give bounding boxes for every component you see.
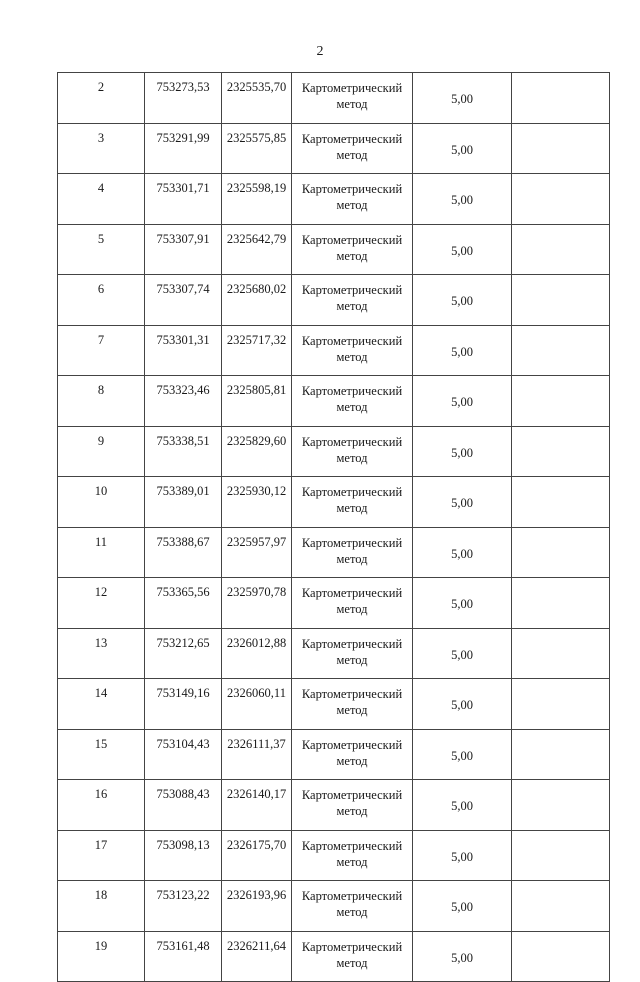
- note-cell: [512, 477, 610, 528]
- accuracy-cell: 5,00: [413, 73, 512, 124]
- method-cell: [292, 275, 413, 326]
- accuracy-cell: 5,00: [413, 881, 512, 932]
- note-cell: [512, 830, 610, 881]
- table-row: [58, 325, 610, 376]
- method-line-2: метод: [336, 248, 368, 263]
- y-coordinate-cell: 2325930,12: [222, 477, 292, 528]
- note-cell: [512, 174, 610, 225]
- coordinates-table-body: [58, 73, 610, 982]
- note-cell: [512, 780, 610, 831]
- note-cell: [512, 729, 610, 780]
- table-row: [58, 174, 610, 225]
- method-cell: [292, 881, 413, 932]
- y-coordinate-cell: 2326111,37: [222, 729, 292, 780]
- method-line-1: Картометрический: [301, 939, 403, 954]
- method-line-1: Картометрический: [301, 586, 403, 600]
- accuracy-cell: 5,00: [413, 224, 512, 275]
- note-cell: [512, 73, 610, 124]
- method-cell: [292, 931, 413, 982]
- method-cell: [292, 578, 413, 629]
- x-coordinate-cell: 753098,13: [145, 830, 222, 881]
- point-number-cell: 16: [58, 780, 145, 831]
- method-cell: [292, 73, 413, 124]
- table-row: [58, 578, 610, 629]
- table-row: [58, 881, 610, 932]
- point-number-cell: 17: [58, 830, 145, 881]
- method-cell: [292, 477, 413, 528]
- table-row: [58, 830, 610, 881]
- note-cell: [512, 527, 610, 578]
- note-cell: [512, 275, 610, 326]
- note-cell: [512, 931, 610, 982]
- method-line-1: Картометрический: [301, 889, 403, 903]
- x-coordinate-cell: 753365,56: [145, 578, 222, 629]
- point-number-cell: 12: [58, 578, 145, 629]
- accuracy-cell: 5,00: [413, 123, 512, 174]
- accuracy-cell: 5,00: [413, 729, 512, 780]
- accuracy-cell: 5,00: [413, 325, 512, 376]
- note-cell: [512, 679, 610, 730]
- table-row: [58, 527, 610, 578]
- method-cell: [292, 780, 413, 831]
- method-line-2: метод: [336, 147, 368, 162]
- table-row: [58, 376, 610, 427]
- note-cell: [512, 224, 610, 275]
- table-row: [58, 780, 610, 831]
- method-cell: [292, 426, 413, 477]
- y-coordinate-cell: 2326193,96: [222, 881, 292, 932]
- table-row: [58, 224, 610, 275]
- method-cell: [292, 527, 413, 578]
- method-line-2: метод: [336, 400, 368, 414]
- x-coordinate-cell: 753301,31: [145, 325, 222, 376]
- method-line-1: Картометрический: [301, 81, 403, 95]
- y-coordinate-cell: 2326211,64: [222, 931, 292, 982]
- x-coordinate-cell: 753389,01: [145, 477, 222, 528]
- point-number-cell: 13: [58, 628, 145, 679]
- y-coordinate-cell: 2325829,60: [222, 426, 292, 477]
- table-row: [58, 679, 610, 730]
- method-line-2: метод: [336, 349, 368, 364]
- x-coordinate-cell: 753149,16: [145, 679, 222, 730]
- note-cell: [512, 325, 610, 376]
- method-cell: [292, 830, 413, 881]
- method-line-2: метод: [336, 602, 368, 616]
- x-coordinate-cell: 753388,67: [145, 527, 222, 578]
- x-coordinate-cell: 753212,65: [145, 628, 222, 679]
- table-row: [58, 729, 610, 780]
- point-number-cell: 6: [58, 275, 145, 326]
- table-row: [58, 426, 610, 477]
- y-coordinate-cell: 2325680,02: [222, 275, 292, 326]
- table-row: [58, 477, 610, 528]
- y-coordinate-cell: 2326060,11: [222, 679, 292, 730]
- point-number-cell: 19: [58, 931, 145, 982]
- method-cell: [292, 325, 413, 376]
- x-coordinate-cell: 753307,91: [145, 224, 222, 275]
- x-coordinate-cell: 753273,53: [145, 73, 222, 124]
- method-line-2: метод: [336, 501, 368, 515]
- table-row: [58, 123, 610, 174]
- y-coordinate-cell: 2325717,32: [222, 325, 292, 376]
- accuracy-cell: 5,00: [413, 830, 512, 881]
- x-coordinate-cell: 753323,46: [145, 376, 222, 427]
- point-number-cell: 18: [58, 881, 145, 932]
- x-coordinate-cell: 753123,22: [145, 881, 222, 932]
- method-line-1: Картометрический: [301, 636, 403, 651]
- x-coordinate-cell: 753291,99: [145, 123, 222, 174]
- x-coordinate-cell: 753301,71: [145, 174, 222, 225]
- method-cell: [292, 123, 413, 174]
- method-line-1: Картометрический: [301, 333, 403, 348]
- note-cell: [512, 376, 610, 427]
- method-line-1: Картометрический: [301, 182, 403, 196]
- accuracy-cell: 5,00: [413, 527, 512, 578]
- coordinates-table: [57, 72, 610, 982]
- accuracy-cell: 5,00: [413, 376, 512, 427]
- x-coordinate-cell: 753307,74: [145, 275, 222, 326]
- accuracy-cell: 5,00: [413, 679, 512, 730]
- note-cell: [512, 578, 610, 629]
- accuracy-cell: 5,00: [413, 628, 512, 679]
- point-number-cell: 2: [58, 73, 145, 124]
- page-number: 2: [316, 44, 324, 59]
- method-line-2: метод: [336, 97, 368, 111]
- method-line-1: Картометрический: [301, 737, 403, 752]
- y-coordinate-cell: 2325642,79: [222, 224, 292, 275]
- accuracy-cell: 5,00: [413, 174, 512, 225]
- method-line-2: метод: [336, 450, 368, 465]
- y-coordinate-cell: 2326140,17: [222, 780, 292, 831]
- method-line-2: метод: [336, 551, 368, 566]
- accuracy-cell: 5,00: [413, 931, 512, 982]
- method-line-1: Картометрический: [301, 788, 403, 802]
- table-row: [58, 628, 610, 679]
- accuracy-cell: 5,00: [413, 578, 512, 629]
- method-line-1: Картометрический: [301, 838, 403, 853]
- method-line-1: Картометрический: [301, 283, 403, 297]
- x-coordinate-cell: 753161,48: [145, 931, 222, 982]
- method-cell: [292, 628, 413, 679]
- method-line-2: метод: [336, 299, 368, 313]
- note-cell: [512, 881, 610, 932]
- accuracy-cell: 5,00: [413, 477, 512, 528]
- method-line-1: Картометрический: [301, 131, 403, 146]
- method-cell: [292, 224, 413, 275]
- y-coordinate-cell: 2326175,70: [222, 830, 292, 881]
- method-line-1: Картометрический: [301, 535, 403, 550]
- method-line-1: Картометрический: [301, 232, 403, 247]
- y-coordinate-cell: 2325970,78: [222, 578, 292, 629]
- y-coordinate-cell: 2325805,81: [222, 376, 292, 427]
- method-line-2: метод: [336, 703, 368, 717]
- note-cell: [512, 123, 610, 174]
- method-cell: [292, 376, 413, 427]
- y-coordinate-cell: 2325535,70: [222, 73, 292, 124]
- method-line-1: Картометрический: [301, 384, 403, 398]
- method-line-2: метод: [336, 753, 368, 768]
- accuracy-cell: 5,00: [413, 780, 512, 831]
- x-coordinate-cell: 753104,43: [145, 729, 222, 780]
- table-row: [58, 73, 610, 124]
- point-number-cell: 9: [58, 426, 145, 477]
- method-line-2: метод: [336, 854, 368, 869]
- y-coordinate-cell: 2326012,88: [222, 628, 292, 679]
- note-cell: [512, 426, 610, 477]
- point-number-cell: 8: [58, 376, 145, 427]
- method-line-2: метод: [336, 955, 368, 970]
- method-cell: [292, 729, 413, 780]
- point-number-cell: 4: [58, 174, 145, 225]
- note-cell: [512, 628, 610, 679]
- y-coordinate-cell: 2325957,97: [222, 527, 292, 578]
- y-coordinate-cell: 2325575,85: [222, 123, 292, 174]
- method-cell: [292, 679, 413, 730]
- point-number-cell: 11: [58, 527, 145, 578]
- method-line-1: Картометрический: [301, 434, 403, 449]
- accuracy-cell: 5,00: [413, 426, 512, 477]
- accuracy-cell: 5,00: [413, 275, 512, 326]
- point-number-cell: 3: [58, 123, 145, 174]
- table-row: [58, 275, 610, 326]
- method-line-1: Картометрический: [301, 485, 403, 499]
- point-number-cell: 15: [58, 729, 145, 780]
- point-number-cell: 5: [58, 224, 145, 275]
- table-row: [58, 931, 610, 982]
- method-line-1: Картометрический: [301, 687, 403, 701]
- method-cell: [292, 174, 413, 225]
- point-number-cell: 14: [58, 679, 145, 730]
- point-number-cell: 10: [58, 477, 145, 528]
- method-line-2: метод: [336, 905, 368, 919]
- method-line-2: метод: [336, 804, 368, 818]
- point-number-cell: 7: [58, 325, 145, 376]
- method-line-2: метод: [336, 198, 368, 212]
- y-coordinate-cell: 2325598,19: [222, 174, 292, 225]
- x-coordinate-cell: 753088,43: [145, 780, 222, 831]
- method-line-2: метод: [336, 652, 368, 667]
- x-coordinate-cell: 753338,51: [145, 426, 222, 477]
